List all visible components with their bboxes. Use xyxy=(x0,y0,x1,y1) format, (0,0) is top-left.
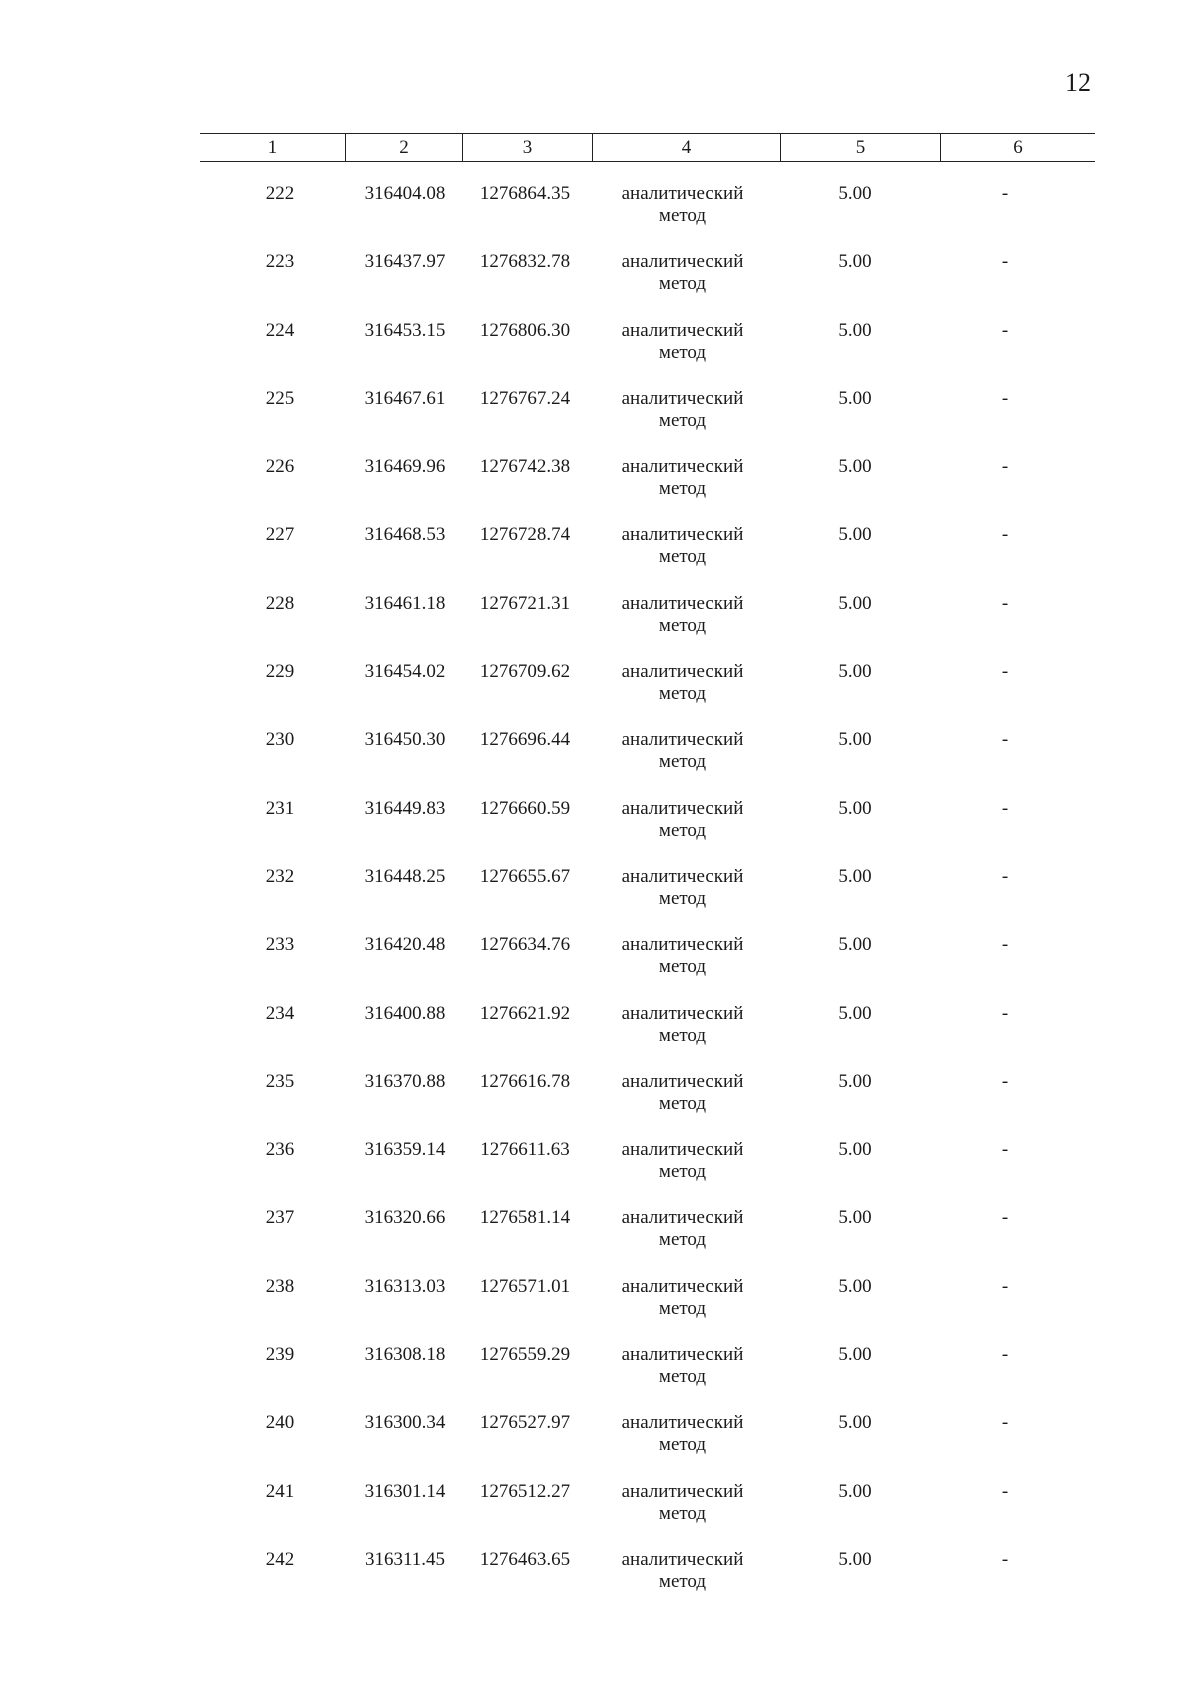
coord-y: 1276696.44 xyxy=(479,729,571,751)
method-line-1: аналитический xyxy=(621,387,744,409)
coord-x: 316400.88 xyxy=(364,1002,446,1024)
coord-x: 316359.14 xyxy=(364,1139,446,1161)
method xyxy=(595,1412,770,1456)
note: - xyxy=(1001,1412,1009,1434)
accuracy: 5.00 xyxy=(838,319,872,341)
note: - xyxy=(1001,183,1009,204)
accuracy: 5.00 xyxy=(838,183,872,204)
coord-y: 1276728.74 xyxy=(479,524,571,546)
coord-y: 1276721.31 xyxy=(479,592,571,614)
coord-y: 1276527.97 xyxy=(479,1412,571,1434)
method-line-1: аналитический xyxy=(621,1002,744,1024)
accuracy: 5.00 xyxy=(838,1139,872,1161)
table-row xyxy=(200,320,1095,388)
point-number: 238 xyxy=(265,1275,295,1297)
method-line-1: аналитический xyxy=(621,1480,744,1502)
point-number: 229 xyxy=(265,661,295,683)
method-line-1: аналитический xyxy=(621,797,744,819)
method xyxy=(595,1003,770,1047)
method-line-2: метод xyxy=(658,409,707,431)
method-line-1: аналитический xyxy=(621,524,744,546)
accuracy: 5.00 xyxy=(838,387,872,409)
coord-x: 316320.66 xyxy=(364,1207,446,1229)
method-line-2: метод xyxy=(658,1092,707,1114)
coord-y: 1276806.30 xyxy=(479,319,571,341)
coord-x: 316313.03 xyxy=(364,1275,446,1297)
coord-x: 316450.30 xyxy=(364,729,446,751)
method-line-1: аналитический xyxy=(621,1412,744,1434)
method-line-1: аналитический xyxy=(621,592,744,614)
accuracy: 5.00 xyxy=(838,1207,872,1229)
coord-y: 1276571.01 xyxy=(479,1275,571,1297)
coord-y: 1276621.92 xyxy=(479,1002,571,1024)
point-number: 230 xyxy=(265,729,295,751)
table-row xyxy=(200,1071,1095,1139)
header-col-5: 5 xyxy=(780,134,940,161)
accuracy: 5.00 xyxy=(838,729,872,751)
note: - xyxy=(1001,797,1009,819)
method-line-1: аналитический xyxy=(621,865,744,887)
page-number: 12 xyxy=(1065,68,1091,97)
method-line-1: аналитический xyxy=(621,729,744,751)
coord-x: 316308.18 xyxy=(364,1344,446,1366)
note: - xyxy=(1001,387,1009,409)
table-header xyxy=(200,133,1095,162)
point-number: 227 xyxy=(265,524,295,546)
coord-y: 1276512.27 xyxy=(479,1480,571,1502)
method-line-2: метод xyxy=(658,1024,707,1046)
method-line-1: аналитический xyxy=(621,1070,744,1092)
accuracy: 5.00 xyxy=(838,797,872,819)
method-line-2: метод xyxy=(658,1570,707,1592)
method xyxy=(595,798,770,842)
point-number: 225 xyxy=(265,387,295,409)
table-body xyxy=(200,183,1095,1617)
coord-x: 316301.14 xyxy=(364,1480,446,1502)
method-line-2: метод xyxy=(658,1229,707,1251)
method-line-2: метод xyxy=(658,341,707,363)
note: - xyxy=(1001,729,1009,751)
point-number: 226 xyxy=(265,456,295,478)
point-number: 233 xyxy=(265,934,295,956)
table-row xyxy=(200,1003,1095,1071)
method xyxy=(595,866,770,910)
method-line-1: аналитический xyxy=(621,1275,744,1297)
table-row xyxy=(200,934,1095,1002)
accuracy: 5.00 xyxy=(838,865,872,887)
accuracy: 5.00 xyxy=(838,661,872,683)
method-line-1: аналитический xyxy=(621,1207,744,1229)
method xyxy=(595,593,770,637)
table-row xyxy=(200,1481,1095,1549)
method-line-2: метод xyxy=(658,273,707,295)
coord-x: 316468.53 xyxy=(364,524,446,546)
table-row xyxy=(200,251,1095,319)
method xyxy=(595,320,770,364)
point-number: 224 xyxy=(265,319,295,341)
method-line-2: метод xyxy=(658,956,707,978)
method-line-1: аналитический xyxy=(621,1548,744,1570)
method-line-2: метод xyxy=(658,751,707,773)
accuracy: 5.00 xyxy=(838,1344,872,1366)
note: - xyxy=(1001,1548,1009,1570)
method xyxy=(595,934,770,978)
method xyxy=(595,524,770,568)
method-line-2: метод xyxy=(658,887,707,909)
header-col-2: 2 xyxy=(345,134,462,161)
method-line-2: метод xyxy=(658,478,707,500)
method-line-1: аналитический xyxy=(621,319,744,341)
method-line-1: аналитический xyxy=(621,661,744,683)
method-line-1: аналитический xyxy=(621,251,744,273)
method-line-2: метод xyxy=(658,614,707,636)
point-number: 236 xyxy=(265,1139,295,1161)
point-number: 242 xyxy=(265,1548,295,1570)
header-col-4: 4 xyxy=(592,134,780,161)
method-line-2: метод xyxy=(658,1297,707,1319)
coord-y: 1276660.59 xyxy=(479,797,571,819)
coord-x: 316404.08 xyxy=(364,183,446,204)
coord-x: 316454.02 xyxy=(364,661,446,683)
note: - xyxy=(1001,251,1009,273)
method xyxy=(595,456,770,500)
point-number: 239 xyxy=(265,1344,295,1366)
point-number: 231 xyxy=(265,797,295,819)
point-number: 241 xyxy=(265,1480,295,1502)
table-row xyxy=(200,1276,1095,1344)
coord-y: 1276611.63 xyxy=(480,1139,570,1161)
method-line-2: метод xyxy=(658,1366,707,1388)
header-col-6: 6 xyxy=(940,134,1095,161)
table-row xyxy=(200,183,1095,251)
method-line-2: метод xyxy=(658,1161,707,1183)
note: - xyxy=(1001,1139,1009,1161)
coord-x: 316469.96 xyxy=(364,456,446,478)
coord-x: 316300.34 xyxy=(364,1412,446,1434)
accuracy: 5.00 xyxy=(838,251,872,273)
note: - xyxy=(1001,1344,1009,1366)
coord-x: 316420.48 xyxy=(364,934,446,956)
method xyxy=(595,251,770,295)
accuracy: 5.00 xyxy=(838,1275,872,1297)
accuracy: 5.00 xyxy=(838,524,872,546)
coord-y: 1276655.67 xyxy=(479,865,571,887)
note: - xyxy=(1001,319,1009,341)
coord-x: 316448.25 xyxy=(364,865,446,887)
table-row xyxy=(200,1207,1095,1275)
point-number: 228 xyxy=(265,592,295,614)
method-line-2: метод xyxy=(658,683,707,705)
method-line-1: аналитический xyxy=(621,934,744,956)
coord-y: 1276767.24 xyxy=(479,387,571,409)
coord-x: 316449.83 xyxy=(364,797,446,819)
table-row xyxy=(200,866,1095,934)
method-line-2: метод xyxy=(658,205,707,226)
point-number: 234 xyxy=(265,1002,295,1024)
accuracy: 5.00 xyxy=(838,1480,872,1502)
accuracy: 5.00 xyxy=(838,1070,872,1092)
method-line-2: метод xyxy=(658,1434,707,1456)
method-line-1: аналитический xyxy=(621,456,744,478)
coord-y: 1276709.62 xyxy=(479,661,571,683)
header-col-3: 3 xyxy=(462,134,592,161)
accuracy: 5.00 xyxy=(838,592,872,614)
table-row xyxy=(200,593,1095,661)
method-line-1: аналитический xyxy=(621,1344,744,1366)
method xyxy=(595,388,770,432)
note: - xyxy=(1001,1275,1009,1297)
coord-y: 1276634.76 xyxy=(479,934,571,956)
note: - xyxy=(1001,1207,1009,1229)
table-row xyxy=(200,456,1095,524)
coord-y: 1276581.14 xyxy=(479,1207,571,1229)
note: - xyxy=(1001,661,1009,683)
method xyxy=(595,1139,770,1183)
note: - xyxy=(1001,1002,1009,1024)
header-col-1: 1 xyxy=(267,137,278,158)
method-line-1: аналитический xyxy=(621,183,744,204)
table-row xyxy=(200,1412,1095,1480)
coord-y: 1276559.29 xyxy=(479,1344,571,1366)
coord-y: 1276463.65 xyxy=(479,1548,571,1570)
table-row xyxy=(200,729,1095,797)
table-row xyxy=(200,1549,1095,1617)
coord-x: 316467.61 xyxy=(364,387,446,409)
table-row xyxy=(200,388,1095,456)
method xyxy=(595,661,770,705)
coord-y: 1276832.78 xyxy=(479,251,571,273)
coord-x: 316453.15 xyxy=(364,319,446,341)
method xyxy=(595,1207,770,1251)
method xyxy=(595,1549,770,1593)
note: - xyxy=(1001,592,1009,614)
method-line-1: аналитический xyxy=(621,1139,744,1161)
coord-y: 1276742.38 xyxy=(479,456,571,478)
coord-x: 316311.45 xyxy=(364,1548,446,1570)
coord-x: 316437.97 xyxy=(364,251,446,273)
accuracy: 5.00 xyxy=(838,1002,872,1024)
note: - xyxy=(1001,456,1009,478)
coord-y: 1276864.35 xyxy=(479,183,571,204)
note: - xyxy=(1001,1480,1009,1502)
table-row xyxy=(200,798,1095,866)
accuracy: 5.00 xyxy=(838,456,872,478)
note: - xyxy=(1001,865,1009,887)
note: - xyxy=(1001,934,1009,956)
method xyxy=(595,1071,770,1115)
method-line-2: метод xyxy=(658,1502,707,1524)
accuracy: 5.00 xyxy=(838,934,872,956)
table-row xyxy=(200,1344,1095,1412)
method xyxy=(595,1276,770,1320)
method-line-2: метод xyxy=(658,819,707,841)
note: - xyxy=(1001,1070,1009,1092)
method-line-2: метод xyxy=(658,546,707,568)
point-number: 232 xyxy=(265,865,295,887)
table-row xyxy=(200,1139,1095,1207)
point-number: 235 xyxy=(265,1070,295,1092)
table-row xyxy=(200,661,1095,729)
point-number: 223 xyxy=(265,251,295,273)
method xyxy=(595,729,770,773)
accuracy: 5.00 xyxy=(838,1548,872,1570)
coord-x: 316461.18 xyxy=(364,592,446,614)
method xyxy=(595,183,770,227)
accuracy: 5.00 xyxy=(838,1412,872,1434)
point-number: 237 xyxy=(265,1207,295,1229)
note: - xyxy=(1001,524,1009,546)
method xyxy=(595,1344,770,1388)
table-row xyxy=(200,524,1095,592)
coord-x: 316370.88 xyxy=(364,1070,446,1092)
point-number: 240 xyxy=(265,1412,295,1434)
point-number: 222 xyxy=(265,183,295,204)
method xyxy=(595,1481,770,1525)
coord-y: 1276616.78 xyxy=(479,1070,571,1092)
